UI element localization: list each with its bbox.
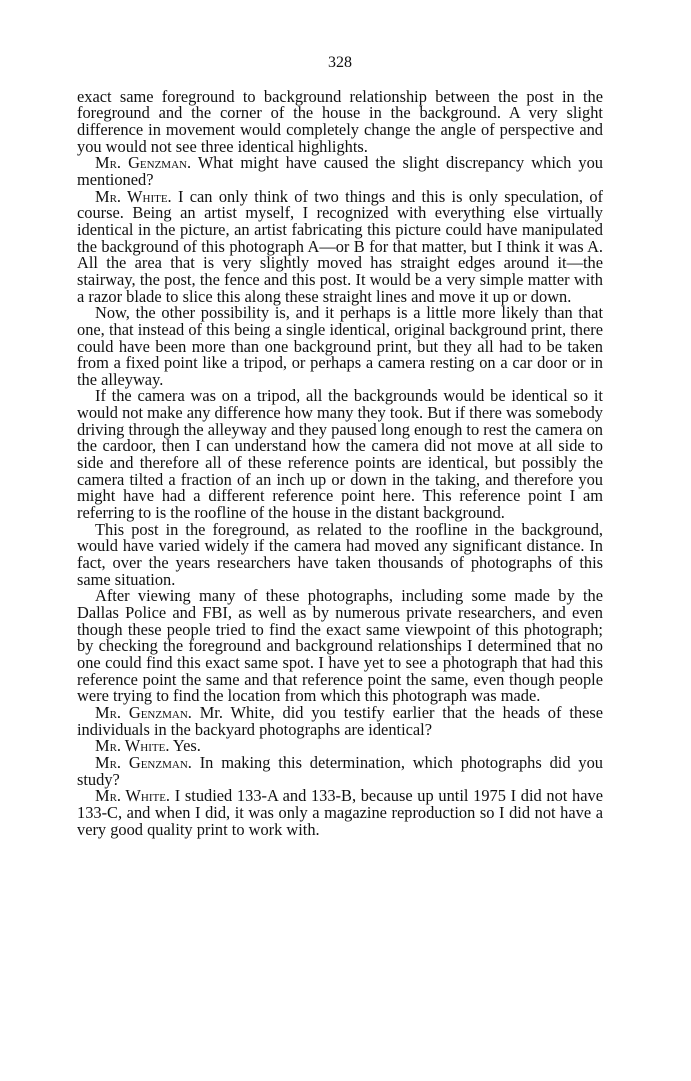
- speaker-name: Mr. Genzman.: [95, 702, 192, 722]
- paragraph-text: If the camera was on a tripod, all the backgrounds would be identical so it would not make any difference how many they took. But if there was somebody driving through the alleyway and they paused long enough to rest the camera on the cardoor, then I can understand how the camera did not move at all side to side and therefore all of these reference points are identical, but possibly the camera tilted a fraction of an inch up or down in the taking, and therefore you might have had a different reference point here. This reference point I am referring to is the roofline of the house in the distant background.: [77, 386, 603, 523]
- speaker-name: Mr. White.: [95, 736, 170, 756]
- paragraph-text: In making this determination, which photographs did you study?: [77, 752, 603, 789]
- paragraph-text: exact same foreground to background relationship between the post in the foreground and the corner of the house in the background. A very slight difference in movement would completely change the angle of perspective and you would not see three identical highlights.: [77, 86, 603, 156]
- paragraph-text: Mr. White, did you testify earlier that the heads of these individuals in the backyard photographs are identical?: [77, 702, 604, 739]
- document-body: [77, 86, 604, 839]
- speaker-name: Mr. Genzman.: [95, 153, 192, 173]
- paragraph: [77, 155, 603, 188]
- paragraph: [77, 388, 603, 521]
- paragraph: [77, 86, 603, 156]
- paragraph-text: I studied 133-A and 133-B, because up until 1975 I did not have 133-C, and when I did, it was only a magazine reproduction so I did not have a very good quality print to work with.: [77, 786, 603, 839]
- paragraph-text: What might have caused the slight discrepancy which you mentioned?: [77, 153, 603, 189]
- paragraph: [77, 519, 603, 589]
- paragraph: [77, 752, 603, 789]
- paragraph-text: Now, the other possibility is, and it perhaps is a little more likely than that one, that instead of this being a single identical, original background print, there could have been more than one background print, but they all had to be taken from a fixed point like a tripod, or perhaps a camera resting on a car door or in the alleyway.: [77, 303, 603, 389]
- speaker-name: Mr. Genzman.: [95, 752, 192, 772]
- paragraph-text: I can only think of two things and this is only speculation, of course. Being an artist myself, I recognized with everything else virtually identical in the picture, an artist fabricating this picture could have manipulated the background of this photograph A—or B for that matter, but I think it was A. All the area that is very slightly moved has straight edges around it—the stairway, the post, the fence and this post. It would be a very simple matter with a razor blade to slice this along these straight lines and move it up or down.: [77, 186, 603, 306]
- paragraph: [77, 788, 603, 838]
- speaker-name: Mr. White.: [95, 186, 172, 206]
- speaker-name: Mr. White.: [95, 786, 171, 806]
- paragraph: [77, 305, 603, 388]
- paragraph-text: After viewing many of these photographs, including some made by the Dallas Police and FBI, as well as by numerous private researchers, and even though these people tried to find the exact same viewpoint of this photograph; by checking the foreground and background relationships I determined that no one could find this exact same spot. I have yet to see a photograph that had this reference point the same and that reference point the same, even though people were trying to find the location from which this photograph was made.: [77, 586, 603, 706]
- paragraph-text: Yes.: [169, 736, 201, 756]
- paragraph: [77, 186, 603, 306]
- document-page: [77, 55, 603, 838]
- paragraph: [77, 702, 604, 739]
- paragraph: [77, 588, 603, 705]
- page-number: 328: [328, 54, 352, 71]
- paragraph-text: This post in the foreground, as related to the roofline in the background, would have varied widely if the camera had moved any significant distance. In fact, over the years researchers have taken thousands of photographs of this same situation.: [77, 519, 603, 589]
